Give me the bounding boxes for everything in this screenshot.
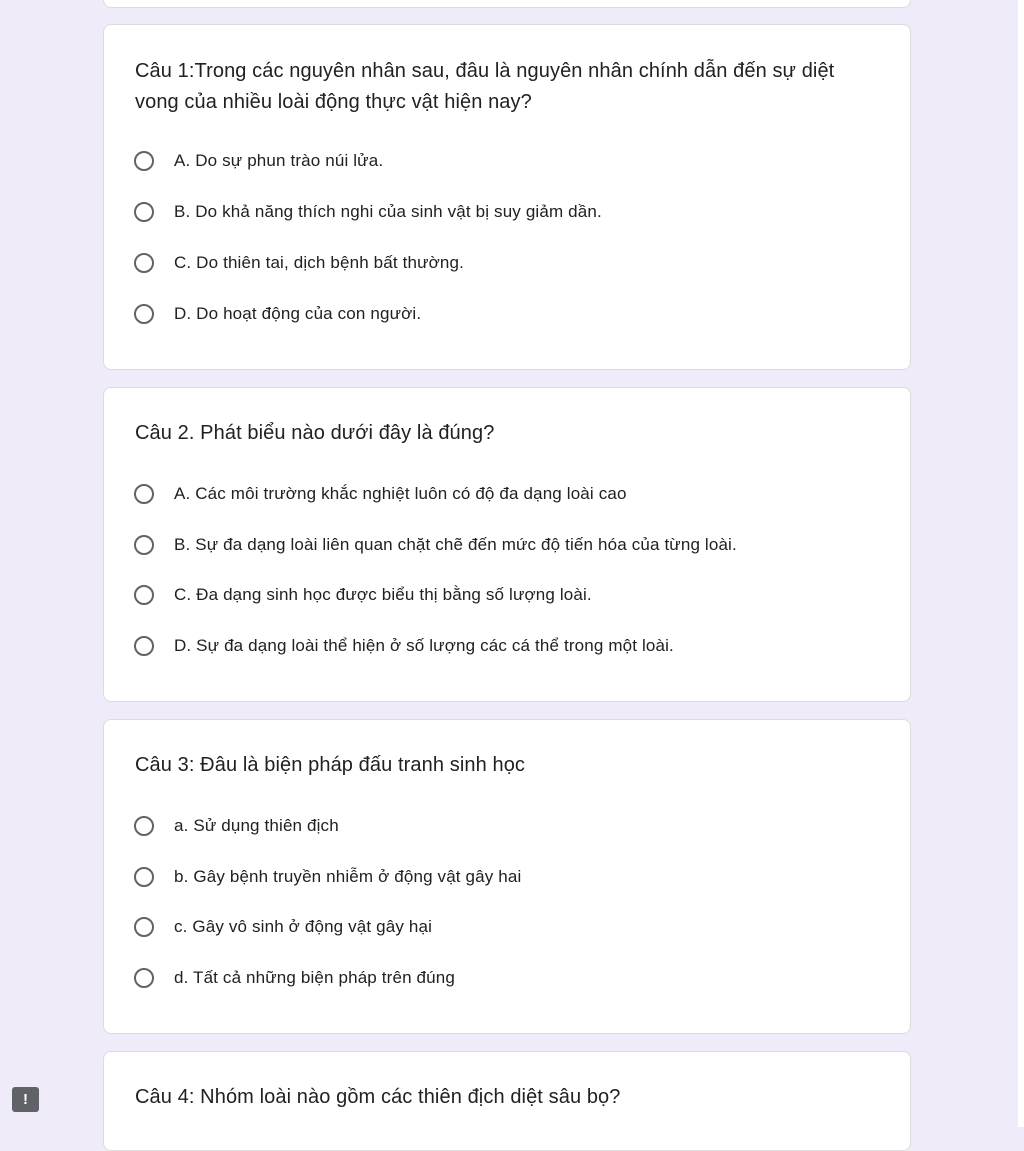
option-3a[interactable] — [134, 811, 339, 841]
option-3b[interactable] — [134, 862, 521, 892]
radio-button-icon[interactable] — [134, 636, 154, 656]
question-card-3 — [103, 719, 911, 1034]
question-title-1: Câu 1:Trong các nguyên nhân sau, đâu là nguyên nhân chính dẫn đến sự diệt vong của nhiều loài động thực vật hiện nay? — [135, 60, 835, 113]
option-3d[interactable] — [134, 963, 455, 993]
option-2b[interactable] — [134, 530, 737, 560]
question-title-3: Câu 3: Đâu là biện pháp đấu tranh sinh học — [135, 754, 526, 776]
scrollbar[interactable] — [1018, 0, 1024, 1127]
option-label: d. Tất cả những biện pháp trên đúng — [174, 968, 455, 987]
radio-button-icon[interactable] — [134, 151, 154, 171]
option-label: B. Sự đa dạng loài liên quan chặt chẽ đến mức độ tiến hóa của từng loài. — [174, 535, 737, 554]
option-1b[interactable] — [134, 197, 602, 227]
option-1c[interactable] — [134, 248, 464, 278]
radio-button-icon[interactable] — [134, 484, 154, 504]
radio-button-icon[interactable] — [134, 535, 154, 555]
question-card-4 — [103, 1051, 911, 1151]
option-label: D. Sự đa dạng loài thể hiện ở số lượng các cá thể trong một loài. — [174, 636, 674, 655]
radio-button-icon[interactable] — [134, 867, 154, 887]
option-1a[interactable] — [134, 146, 383, 176]
question-title-2: Câu 2. Phát biểu nào dưới đây là đúng? — [135, 422, 495, 444]
report-abuse-button[interactable] — [12, 1087, 39, 1112]
option-label: a. Sử dụng thiên địch — [174, 816, 339, 835]
radio-button-icon[interactable] — [134, 202, 154, 222]
radio-button-icon[interactable] — [134, 917, 154, 937]
option-label: A. Các môi trường khắc nghiệt luôn có độ đa dạng loài cao — [174, 484, 627, 503]
radio-button-icon[interactable] — [134, 816, 154, 836]
option-2d[interactable] — [134, 631, 674, 661]
previous-card — [103, 0, 911, 8]
option-2a[interactable] — [134, 479, 627, 509]
radio-button-icon[interactable] — [134, 585, 154, 605]
option-label: D. Do hoạt động của con người. — [174, 304, 422, 323]
question-card-1 — [103, 24, 911, 370]
question-card-2 — [103, 387, 911, 702]
option-label: A. Do sự phun trào núi lửa. — [174, 151, 384, 170]
option-1d[interactable] — [134, 299, 421, 329]
radio-button-icon[interactable] — [134, 253, 154, 273]
radio-button-icon[interactable] — [134, 304, 154, 324]
exclamation-icon: ! — [23, 1091, 28, 1108]
question-title-4: Câu 4: Nhóm loài nào gồm các thiên địch diệt sâu bọ? — [135, 1086, 621, 1108]
option-3c[interactable] — [134, 912, 432, 942]
option-label: C. Do thiên tai, dịch bệnh bất thường. — [174, 253, 465, 272]
option-label: C. Đa dạng sinh học được biểu thị bằng số lượng loài. — [174, 585, 592, 604]
option-label: c. Gây vô sinh ở động vật gây hại — [174, 917, 433, 936]
option-label: b. Gây bệnh truyền nhiễm ở động vật gây hai — [174, 867, 522, 886]
option-2c[interactable] — [134, 580, 592, 610]
option-label: B. Do khả năng thích nghi của sinh vật bị suy giảm dần. — [174, 202, 602, 221]
radio-button-icon[interactable] — [134, 968, 154, 988]
